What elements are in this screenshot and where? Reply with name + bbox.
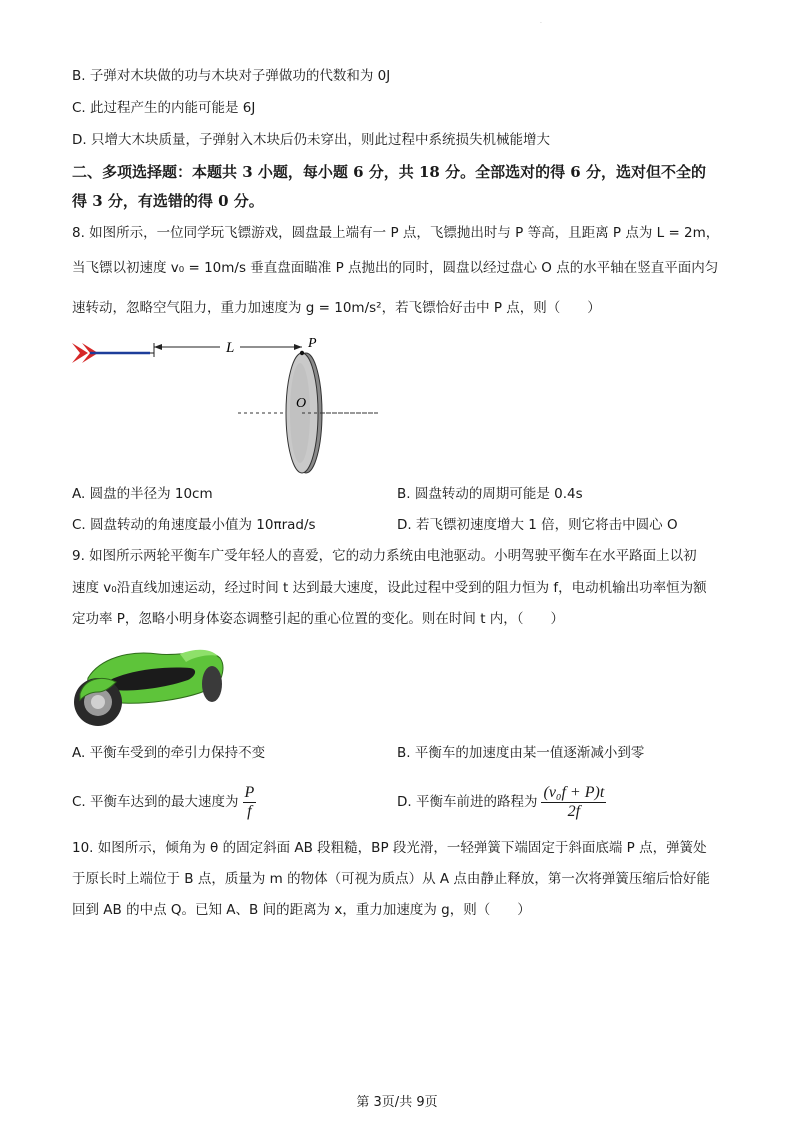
q10-stem-line2: 于原长时上端位于 B 点，质量为 m 的物体（可视为质点）从 A 点由静止释放，第一次将弹簧压缩后恰好能: [72, 871, 710, 887]
hoverboard-image: [70, 640, 230, 732]
q10-stem-line3: 回到 AB 的中点 Q。已知 A、B 间的距离为 x，重力加速度为 g，则（ ）: [72, 902, 531, 918]
q8-option-b: B. 圆盘转动的周期可能是 0.4s: [397, 486, 583, 502]
q7-option-d: D. 只增大木块质量，子弹射入木块后仍未穿出，则此过程中系统损失机械能增大: [72, 132, 550, 148]
fraction-p-over-f: [243, 784, 257, 821]
scan-dot: .: [540, 18, 542, 25]
label-L: L: [226, 340, 235, 356]
q9-stem-line3: 定功率 P，忽略小明身体姿态调整引起的重心位置的变化。则在时间 t 内，（ ）: [72, 611, 565, 627]
fraction-denominator: f: [247, 802, 252, 820]
section2-heading-line2: 得 3 分，有选错的得 0 分。: [72, 192, 264, 210]
label-O: O: [296, 396, 307, 411]
fraction-numerator: P: [244, 783, 255, 801]
q9-option-a: A. 平衡车受到的牵引力保持不变: [72, 745, 266, 761]
q9-option-c-text: C. 平衡车达到的最大速度为: [72, 794, 239, 810]
q9-option-d: [397, 782, 606, 822]
q9-option-d-text: D. 平衡车前进的路程为: [397, 794, 538, 810]
q8-option-c: C. 圆盘转动的角速度最小值为 10πrad/s: [72, 517, 316, 533]
q8-stem-line3: 速转动，忽略空气阻力，重力加速度为 g = 10m/s²，若飞镖恰好击中 P 点，则（ ）: [72, 300, 601, 316]
section2-heading-line1: 二、多项选择题：本题共 3 小题，每小题 6 分，共 18 分。全部选对的得 6 分，选对但不全的: [72, 163, 706, 181]
dart-disk-figure: [70, 333, 390, 478]
q8-option-a: A. 圆盘的半径为 10cm: [72, 486, 213, 502]
fraction-numerator: (v₀f + P)t: [543, 783, 605, 801]
point-P: [300, 351, 304, 355]
q9-option-c: [72, 782, 256, 822]
q8-option-d: D. 若飞镖初速度增大 1 倍，则它将击中圆心 O: [397, 517, 678, 533]
q7-option-c: C. 此过程产生的内能可能是 6J: [72, 100, 256, 116]
q8-stem-line1: 8. 如图所示，一位同学玩飞镖游戏，圆盘最上端有一 P 点，飞镖抛出时与 P 等高，且距离 P 点为 L = 2m，: [72, 225, 720, 241]
q10-stem-line1: 10. 如图所示，倾角为 θ 的固定斜面 AB 段粗糙，BP 段光滑，一轻弹簧下端固定于斜面底端 P 点，弹簧处: [72, 840, 707, 856]
label-P: P: [308, 336, 317, 351]
q9-stem-line2: 速度 v₀沿直线加速运动，经过时间 t 达到最大速度，设此过程中受到的阻力恒为 f，电动机输出功率恒为额: [72, 580, 707, 596]
q9-option-b: B. 平衡车的加速度由某一值逐渐减小到零: [397, 745, 645, 761]
dart-icon: [72, 343, 154, 363]
fraction-denominator: 2f: [567, 802, 581, 820]
fraction-distance: [541, 784, 606, 821]
page-footer: 第 3页/共 9页: [356, 1095, 438, 1110]
q8-stem-line2: 当飞镖以初速度 v₀ = 10m/s 垂直盘面瞄准 P 点抛出的同时，圆盘以经过盘心 O 点的水平轴在竖直平面内匀: [72, 260, 719, 276]
q7-option-b: B. 子弹对木块做的功与木块对子弹做功的代数和为 0J: [72, 68, 391, 84]
q9-stem-line1: 9. 如图所示两轮平衡车广受年轻人的喜爱，它的动力系统由电池驱动。小明驾驶平衡车在水平路面上以初: [72, 548, 697, 564]
